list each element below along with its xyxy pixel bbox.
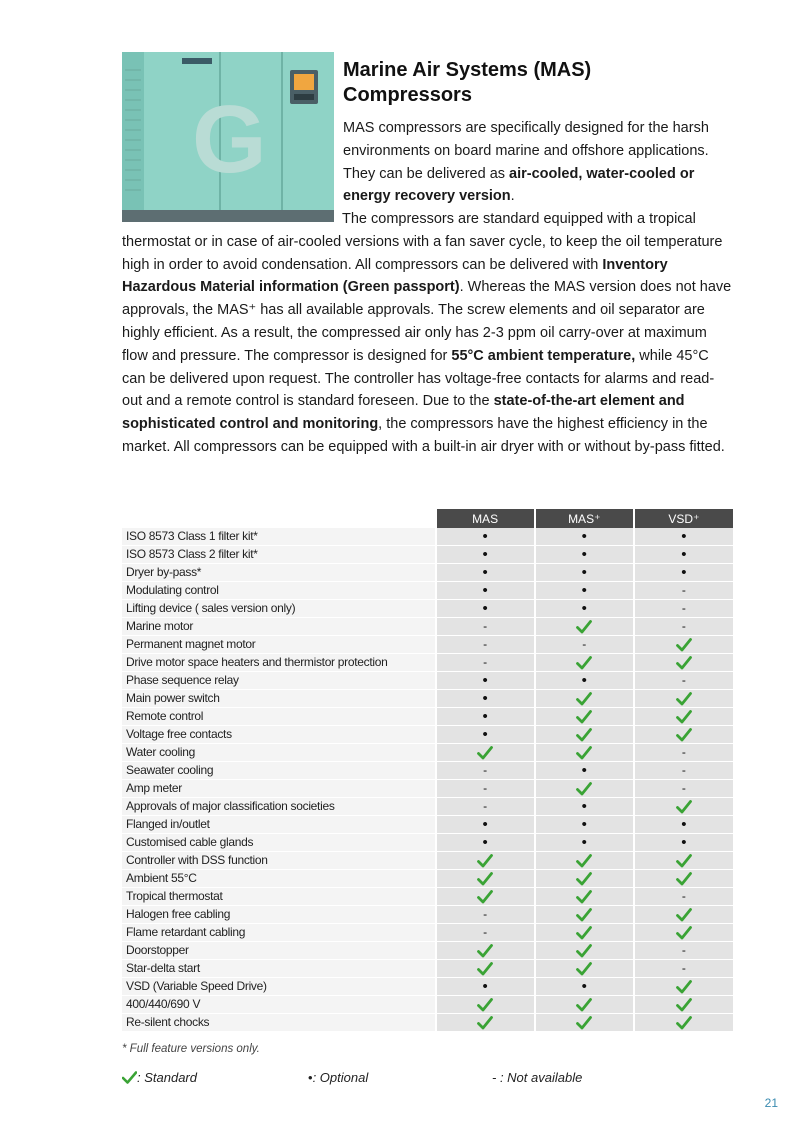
- check-icon: [576, 656, 592, 670]
- table-row: [122, 618, 733, 636]
- feature-name: Phase sequence relay: [122, 672, 436, 690]
- check-icon: [676, 926, 692, 940]
- check-icon: [676, 692, 692, 706]
- feature-name: Dryer by-pass*: [122, 564, 436, 582]
- not-available-mark: -: [634, 582, 733, 600]
- legend: [122, 1070, 642, 1090]
- intro-run: .: [510, 188, 515, 205]
- check-icon: [576, 620, 592, 634]
- optional-mark: •: [535, 528, 634, 546]
- standard-mark: [535, 870, 634, 888]
- feature-name: Main power switch: [122, 690, 436, 708]
- table-header-row: [122, 509, 733, 528]
- optional-mark: •: [535, 798, 634, 816]
- body-run: , the compressors have the highest efficiency in the market. All compressors can be equipped with a built-in air dryer with or without by-pass fitted.: [122, 416, 725, 455]
- feature-name: Customised cable glands: [122, 834, 436, 852]
- feature-name: Modulating control: [122, 582, 436, 600]
- optional-mark: •: [634, 546, 733, 564]
- standard-mark: [634, 798, 733, 816]
- feature-table: [122, 509, 733, 1032]
- check-icon: [676, 998, 692, 1012]
- standard-mark: [436, 960, 535, 978]
- optional-mark: •: [535, 564, 634, 582]
- check-icon: [477, 854, 493, 868]
- legend-standard: [122, 1070, 197, 1085]
- not-available-mark: -: [634, 960, 733, 978]
- check-icon: [576, 908, 592, 922]
- standard-mark: [634, 978, 733, 996]
- body-paragraph: [122, 208, 734, 459]
- table-row: [122, 906, 733, 924]
- not-available-mark: -: [634, 780, 733, 798]
- feature-name: 400/440/690 V: [122, 996, 436, 1014]
- check-icon: [576, 710, 592, 724]
- body-run: 55°C ambient temperature,: [451, 347, 636, 364]
- feature-name: ISO 8573 Class 2 filter kit*: [122, 546, 436, 564]
- feature-name: Lifting device ( sales version only): [122, 600, 436, 618]
- check-icon: [477, 998, 493, 1012]
- table-row: [122, 852, 733, 870]
- footnote: * Full feature versions only.: [122, 1043, 260, 1055]
- check-icon: [576, 944, 592, 958]
- standard-mark: [436, 852, 535, 870]
- check-icon: [676, 728, 692, 742]
- optional-mark: •: [436, 528, 535, 546]
- standard-mark: [535, 888, 634, 906]
- standard-mark: [436, 996, 535, 1014]
- not-available-mark: -: [436, 636, 535, 654]
- table-row: [122, 996, 733, 1014]
- standard-mark: [634, 1014, 733, 1032]
- optional-mark: •: [436, 600, 535, 618]
- standard-mark: [535, 618, 634, 636]
- intro-paragraph: [343, 117, 728, 208]
- not-available-mark: -: [634, 888, 733, 906]
- optional-mark: •: [535, 672, 634, 690]
- header-blank-cell: [122, 509, 436, 528]
- standard-mark: [436, 942, 535, 960]
- check-icon: [576, 890, 592, 904]
- optional-mark: •: [634, 816, 733, 834]
- optional-mark: •: [436, 672, 535, 690]
- table-row: [122, 960, 733, 978]
- optional-mark: •: [634, 564, 733, 582]
- standard-mark: [634, 852, 733, 870]
- feature-name: Amp meter: [122, 780, 436, 798]
- not-available-mark: -: [634, 762, 733, 780]
- page-title: Marine Air Systems (MAS) Compressors: [343, 59, 592, 106]
- check-icon: [576, 1016, 592, 1030]
- check-icon: [676, 872, 692, 886]
- intro-run: MAS compressors are specifically designed for the harsh environments on board marine and offshore applications. They can be delivered as: [343, 120, 709, 182]
- not-available-mark: -: [535, 636, 634, 654]
- standard-mark: [634, 654, 733, 672]
- standard-mark: [535, 960, 634, 978]
- column-header-mas-plus: MAS⁺: [535, 509, 634, 528]
- standard-mark: [535, 996, 634, 1014]
- table-row: [122, 744, 733, 762]
- standard-mark: [634, 726, 733, 744]
- optional-mark: •: [634, 528, 733, 546]
- legend-optional-symbol: •: [308, 1070, 313, 1085]
- standard-mark: [634, 996, 733, 1014]
- optional-mark: •: [436, 564, 535, 582]
- standard-mark: [436, 888, 535, 906]
- standard-mark: [436, 744, 535, 762]
- feature-name: Marine motor: [122, 618, 436, 636]
- table-row: [122, 816, 733, 834]
- standard-mark: [436, 1014, 535, 1032]
- column-header-vsd-plus: VSD⁺: [634, 509, 733, 528]
- table-row: [122, 798, 733, 816]
- standard-mark: [634, 906, 733, 924]
- not-available-mark: -: [436, 654, 535, 672]
- check-icon: [576, 728, 592, 742]
- check-icon: [576, 854, 592, 868]
- table-row: [122, 636, 733, 654]
- standard-mark: [634, 924, 733, 942]
- optional-mark: •: [535, 762, 634, 780]
- standard-mark: [535, 726, 634, 744]
- check-icon: [676, 710, 692, 724]
- not-available-mark: -: [634, 942, 733, 960]
- optional-mark: •: [436, 726, 535, 744]
- body-run: while 45°C can be delivered upon request. The controller has voltage-free contacts for alarms and read-out and a remote control is standard foreseen. Due to the: [122, 347, 715, 410]
- column-header-mas: MAS: [436, 509, 535, 528]
- standard-mark: [535, 942, 634, 960]
- optional-mark: •: [535, 978, 634, 996]
- feature-name: Permanent magnet motor: [122, 636, 436, 654]
- check-icon: [477, 962, 493, 976]
- body-run: . Whereas the MAS version does not have approvals, the MAS⁺ has all available approvals. The screw elements and oil separator are highly efficient. As a result, the compressed air only has 2-3 ppm oil carry-over at maximum flow and pressure. The compressor is designed for: [122, 279, 732, 364]
- table-row: [122, 528, 733, 546]
- feature-name: Flanged in/outlet: [122, 816, 436, 834]
- check-icon: [576, 782, 592, 796]
- table-row: [122, 690, 733, 708]
- standard-mark: [634, 690, 733, 708]
- check-icon: [576, 692, 592, 706]
- not-available-mark: -: [634, 618, 733, 636]
- feature-name: VSD (Variable Speed Drive): [122, 978, 436, 996]
- table-row: [122, 1014, 733, 1032]
- check-icon: [676, 1016, 692, 1030]
- standard-mark: [535, 690, 634, 708]
- feature-name: Tropical thermostat: [122, 888, 436, 906]
- check-icon: [676, 800, 692, 814]
- not-available-mark: -: [436, 798, 535, 816]
- optional-mark: •: [535, 600, 634, 618]
- table-row: [122, 726, 733, 744]
- body-run: The compressors are standard equipped with a tropical thermostat or in case of air-cooled versions with a fan saver cycle, to keep the oil temperature high in order to avoid condensation. All compressors can be delivered with: [122, 211, 723, 273]
- standard-mark: [634, 636, 733, 654]
- check-icon: [576, 926, 592, 940]
- legend-optional: [308, 1070, 368, 1085]
- not-available-mark: -: [436, 924, 535, 942]
- optional-mark: •: [436, 690, 535, 708]
- feature-name: Controller with DSS function: [122, 852, 436, 870]
- optional-mark: •: [535, 816, 634, 834]
- feature-name: Star-delta start: [122, 960, 436, 978]
- check-icon: [576, 746, 592, 760]
- optional-mark: •: [535, 546, 634, 564]
- not-available-mark: -: [634, 744, 733, 762]
- table-row: [122, 780, 733, 798]
- optional-mark: •: [436, 708, 535, 726]
- table-row: [122, 978, 733, 996]
- feature-name: Seawater cooling: [122, 762, 436, 780]
- optional-mark: •: [436, 978, 535, 996]
- check-icon: [676, 638, 692, 652]
- optional-mark: •: [436, 546, 535, 564]
- not-available-mark: -: [436, 780, 535, 798]
- optional-mark: •: [535, 834, 634, 852]
- legend-not-available: - : Not available: [492, 1070, 583, 1085]
- feature-name: Approvals of major classification societies: [122, 798, 436, 816]
- standard-mark: [535, 924, 634, 942]
- feature-name: ISO 8573 Class 1 filter kit*: [122, 528, 436, 546]
- feature-name: Doorstopper: [122, 942, 436, 960]
- check-icon: [477, 944, 493, 958]
- table-row: [122, 564, 733, 582]
- check-icon: [576, 998, 592, 1012]
- check-icon: [477, 1016, 493, 1030]
- optional-mark: •: [436, 816, 535, 834]
- table-row: [122, 762, 733, 780]
- feature-name: Drive motor space heaters and thermistor protection: [122, 654, 436, 672]
- standard-mark: [634, 708, 733, 726]
- standard-mark: [436, 870, 535, 888]
- not-available-mark: -: [436, 618, 535, 636]
- standard-mark: [535, 906, 634, 924]
- feature-name: Voltage free contacts: [122, 726, 436, 744]
- table-row: [122, 888, 733, 906]
- not-available-mark: -: [634, 600, 733, 618]
- table-row: [122, 942, 733, 960]
- feature-name: Halogen free cabling: [122, 906, 436, 924]
- check-icon: [676, 980, 692, 994]
- feature-name: Remote control: [122, 708, 436, 726]
- table-row: [122, 582, 733, 600]
- check-icon: [477, 890, 493, 904]
- product-logo-letter: G: [192, 86, 267, 193]
- optional-mark: •: [436, 582, 535, 600]
- feature-name: Re-silent chocks: [122, 1014, 436, 1032]
- standard-mark: [634, 870, 733, 888]
- check-icon: [676, 656, 692, 670]
- compressor-image: [122, 50, 334, 222]
- not-available-mark: -: [436, 906, 535, 924]
- check-icon: [676, 908, 692, 922]
- check-icon: [477, 746, 493, 760]
- standard-mark: [535, 654, 634, 672]
- check-icon: [676, 854, 692, 868]
- optional-mark: •: [436, 834, 535, 852]
- optional-mark: •: [535, 582, 634, 600]
- body-run: state-of-the-art element and sophisticated control and monitoring: [122, 393, 685, 433]
- table-row: [122, 834, 733, 852]
- legend-standard-label: : Standard: [137, 1070, 197, 1085]
- table-row: [122, 654, 733, 672]
- check-icon: [576, 962, 592, 976]
- feature-name: Flame retardant cabling: [122, 924, 436, 942]
- optional-mark: •: [634, 834, 733, 852]
- standard-mark: [535, 852, 634, 870]
- not-available-mark: -: [436, 762, 535, 780]
- table-row: [122, 924, 733, 942]
- legend-optional-label: : Optional: [312, 1070, 369, 1085]
- standard-mark: [535, 708, 634, 726]
- table-row: [122, 672, 733, 690]
- feature-name: Water cooling: [122, 744, 436, 762]
- standard-mark: [535, 744, 634, 762]
- not-available-mark: -: [634, 672, 733, 690]
- table-row: [122, 708, 733, 726]
- check-icon: [122, 1071, 137, 1084]
- table-row: [122, 870, 733, 888]
- table-row: [122, 600, 733, 618]
- check-icon: [477, 872, 493, 886]
- page-number: 21: [764, 1096, 778, 1110]
- standard-mark: [535, 780, 634, 798]
- check-icon: [576, 872, 592, 886]
- intro-run: air-cooled, water-cooled or energy recovery version: [343, 165, 695, 205]
- standard-mark: [535, 1014, 634, 1032]
- table-row: [122, 546, 733, 564]
- feature-name: Ambient 55°C: [122, 870, 436, 888]
- body-run: Inventory Hazardous Material information (Green passport): [122, 256, 668, 296]
